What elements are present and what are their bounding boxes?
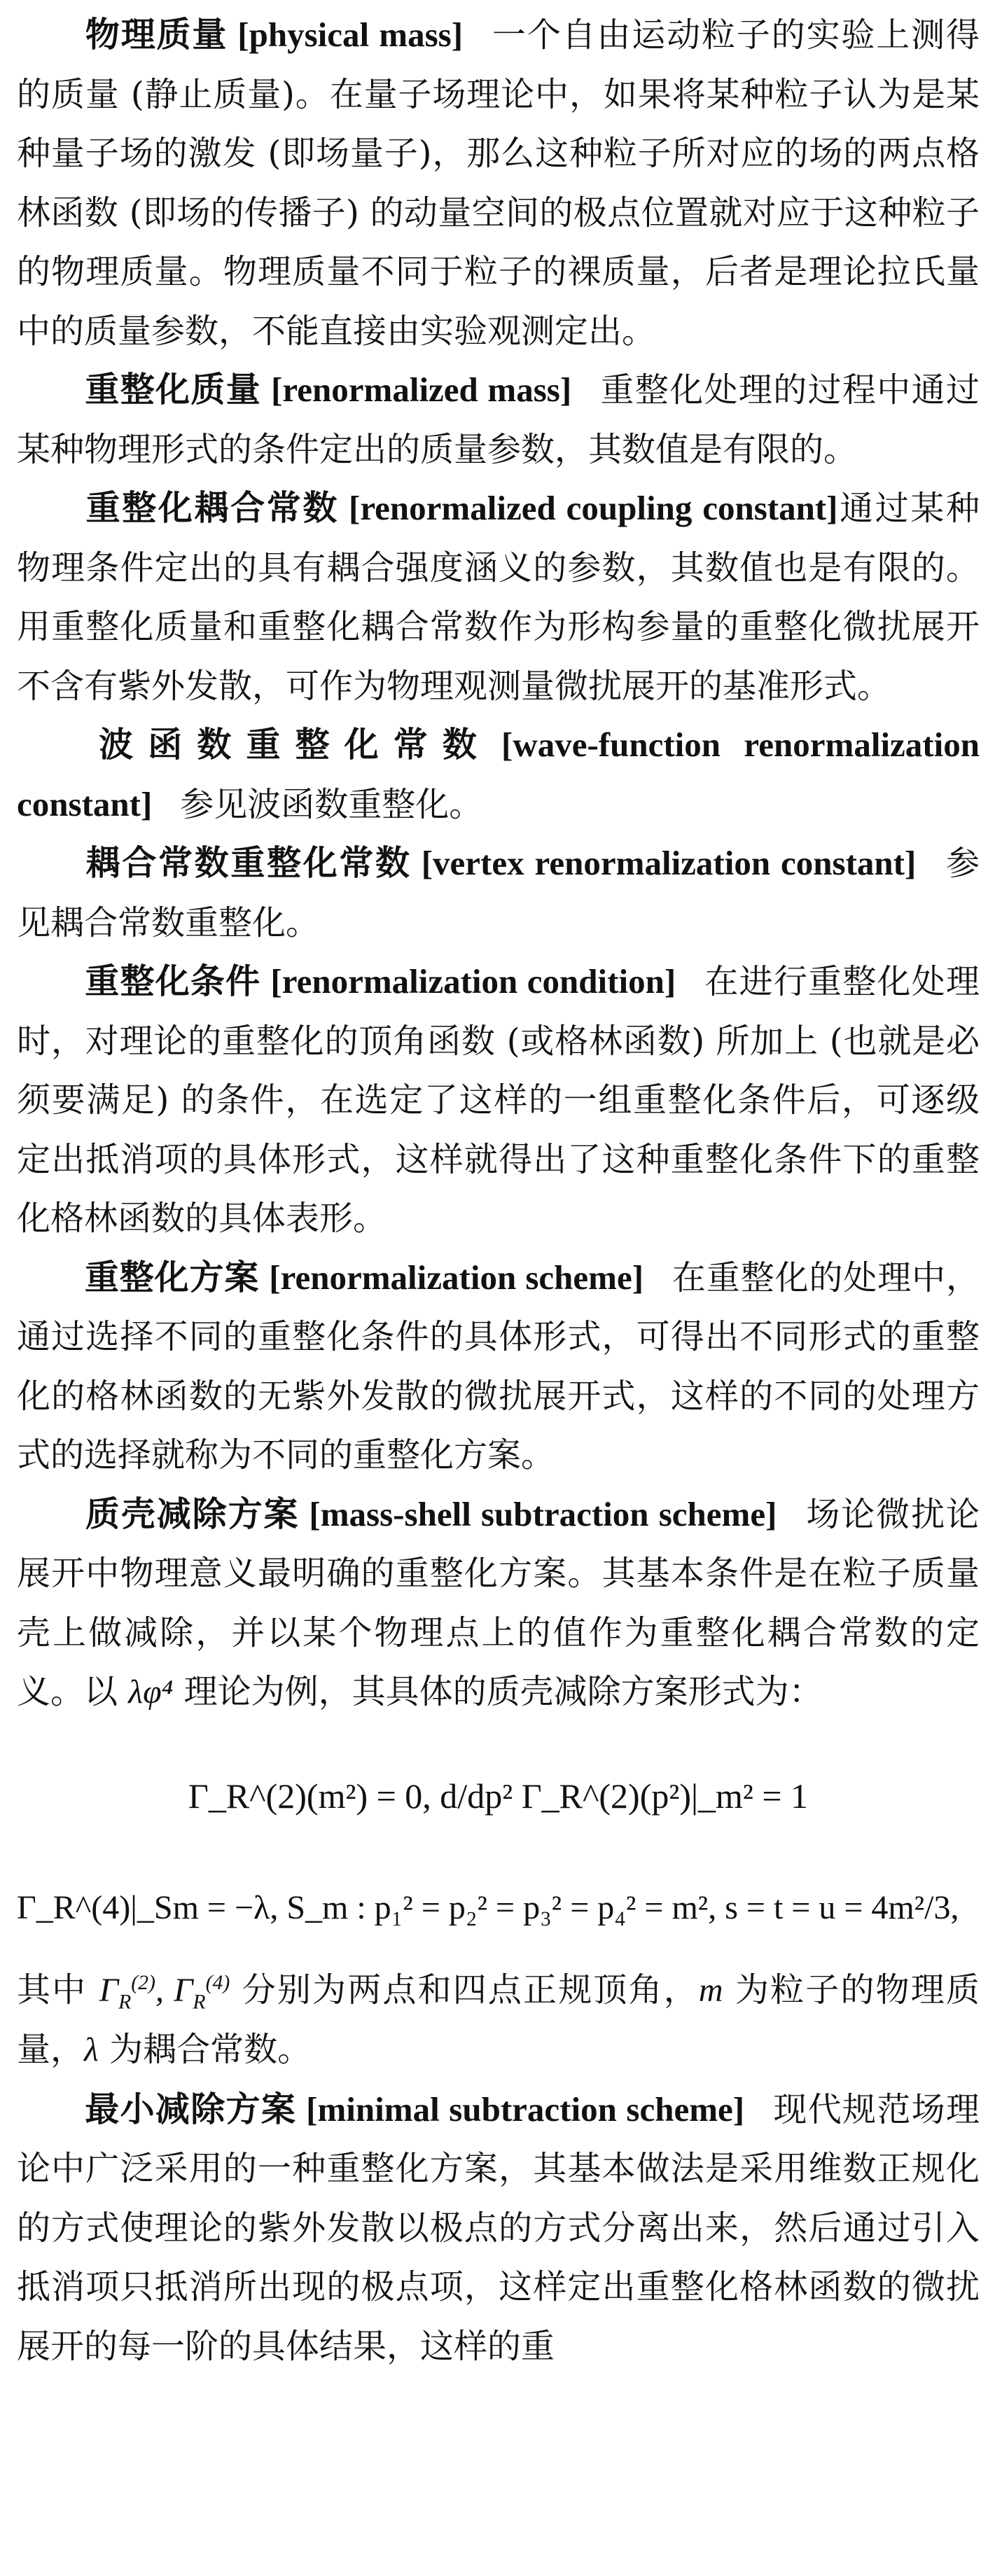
entry-renormalized-coupling (17, 479, 980, 716)
entry-english: [vertex renormalization constant] (421, 844, 917, 882)
entry-body: 一个自由运动粒子的实验上测得的质量 (静止质量)。在量子场理论中，如果将某种粒子认为是某种量子场的激发 (即场量子)，那么这种粒子所对应的场的两点格林函数 (即场的传播子) 的动量空间的极点位置就对应于这种粒子的物理质量。物理质量不同于粒子的裸质量，后者是理论拉氏量中的质量参数，不能直接由实验观测定出。 (17, 15, 980, 351)
mass-symbol: m (698, 1971, 723, 2009)
equation-text: Γ_R^(4)|_Sm = −λ, S_m : p₁² = p₂² = p₃² = p₄² = m², s = t = u = 4m²/3, (17, 1888, 959, 1926)
entry-vertex-constant (17, 834, 980, 952)
entry-term: 耦合常数重整化常数 (84, 843, 412, 883)
entry-wave-function-constant (17, 716, 980, 834)
entry-english: [mass-shell subtraction scheme] (309, 1494, 777, 1533)
lambda-symbol: λ (84, 2031, 99, 2068)
entry-body: 在进行重整化处理时，对理论的重整化的顶角函数 (或格林函数) 所加上 (也就是必须要满足) 的条件，在选定了这样的一组重整化条件后，可逐级定出抵消项的具体形式，这样就得出了这种重整化条件下的重整化格林函数的具体表形。 (17, 962, 980, 1238)
entry-english: [renormalization scheme] (269, 1258, 644, 1297)
entry-term: 重整化耦合常数 (84, 488, 339, 528)
equation-explanation (17, 1961, 980, 2080)
entry-body: 参见波函数重整化。 (180, 784, 483, 824)
entry-english: [wave-function renormalization constant] (17, 725, 980, 823)
lambda-phi4: λφ⁴ (128, 1673, 174, 1711)
entry-minimal-subtraction (17, 2080, 980, 2376)
entry-renormalization-scheme (17, 1248, 980, 1485)
entry-english: [renormalized coupling constant] (349, 489, 838, 527)
entry-term: 波函数重整化常数 (84, 725, 492, 765)
entry-body: 参见耦合常数重整化。 (17, 844, 980, 942)
text: 分别为两点和四点正规顶角， (242, 1970, 699, 2010)
entry-term: 重整化方案 (84, 1257, 260, 1297)
equation-four-point (17, 1870, 980, 1961)
text: 为耦合常数。 (109, 2030, 312, 2069)
entry-term: 重整化质量 (84, 370, 262, 410)
text: 其中 (17, 1970, 88, 2010)
entry-body: 现代规范场理论中广泛采用的一种重整化方案，其基本做法是采用维数正规化的方式使理论的紫外发散以极点的方式分离出来，然后通过引入抵消项只抵消所出现的极点项，这样定出重整化格林函数的微扰展开的每一阶的具体结果，这样的重 (17, 2089, 980, 2366)
entry-term: 物理质量 (84, 15, 228, 55)
entry-english: [renormalized mass] (271, 370, 572, 409)
entry-body: 在重整化的处理中，通过选择不同的重整化条件的具体形式，可得出不同形式的重整化的格林函数的无紫外发散的微扰展开式，这样的不同的处理方式的选择就称为不同的重整化方案。 (17, 1258, 980, 1475)
entry-english: [minimal subtraction scheme] (306, 2089, 745, 2129)
entry-mass-shell-scheme (17, 1485, 980, 1722)
entry-physical-mass (17, 6, 980, 361)
entry-english: [renormalization condition] (270, 962, 676, 1001)
equation-text: Γ_R^(2)(m²) = 0, d/dp² Γ_R^(2)(p²)|_m² = 1 (188, 1776, 809, 1816)
entry-body: 通过某种物理条件定出的具有耦合强度涵义的参数，其数值也是有限的。用重整化质量和重整化耦合常数作为形构参量的重整化微扰展开不含有紫外发散，可作为物理观测量微扰展开的基准形式。 (17, 489, 980, 706)
entry-term: 质壳减除方案 (84, 1494, 300, 1534)
entry-renormalized-mass (17, 361, 980, 479)
entry-english: [physical mass] (237, 15, 464, 54)
equation-two-point (17, 1722, 980, 1870)
text: 为粒子的物理质量， (17, 1970, 980, 2069)
entry-renormalization-condition (17, 952, 980, 1248)
entry-body: 场论微扰论展开中物理意义最明确的重整化方案。其基本条件是在粒子质量壳上做减除，并以某个物理点上的值作为重整化耦合常数的定义。以 (17, 1494, 980, 1711)
entry-term: 重整化条件 (84, 961, 261, 1001)
entry-body: 重整化处理的过程中通过某种物理形式的条件定出的质量参数，其数值是有限的。 (17, 370, 980, 469)
entry-term: 最小减除方案 (84, 2089, 297, 2129)
gamma-symbols: $\Gamma_R^{(2)}$, $\Gamma_R^{(4)}$ (99, 1970, 230, 2014)
entry-body-cont: 理论为例，其具体的质壳减除方案形式为： (183, 1672, 823, 1711)
